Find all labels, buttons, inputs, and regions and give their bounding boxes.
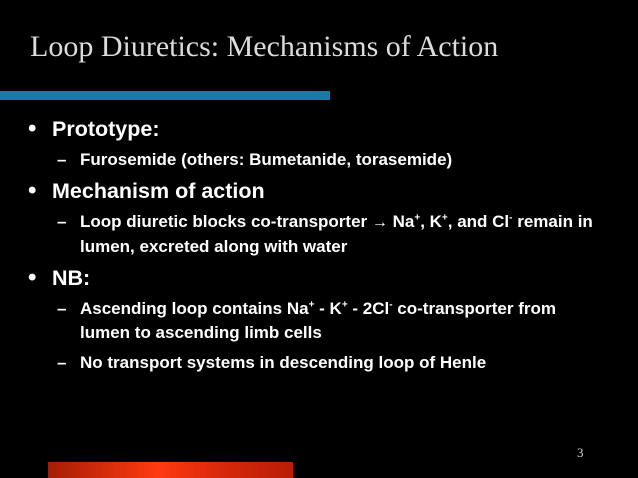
superscript-plus: + xyxy=(341,299,348,311)
footer-accent-bar xyxy=(48,462,293,478)
superscript-plus: + xyxy=(414,212,421,224)
text-part: co-transporter from lumen to ascending limb cells xyxy=(80,299,556,342)
sub-bullet-mechanism-detail xyxy=(0,210,638,259)
superscript-minus: - xyxy=(509,212,513,224)
right-arrow-icon: → xyxy=(371,214,388,231)
page-number: 3 xyxy=(577,445,584,460)
text-part: - K xyxy=(314,299,342,318)
text-part: , K xyxy=(420,212,442,231)
dash-icon: – xyxy=(57,212,67,231)
bullet-label: Mechanism of action xyxy=(52,179,265,203)
bullet-dot-icon: • xyxy=(28,177,37,204)
text-part: , and Cl xyxy=(447,212,510,231)
text-part: Ascending loop contains Na xyxy=(80,299,309,318)
dash-icon: – xyxy=(57,353,67,372)
superscript-plus: + xyxy=(441,212,448,224)
sub-bullet-text: Furosemide (others: Bumetanide, torasemide) xyxy=(80,150,453,169)
text-part: - 2Cl xyxy=(347,299,390,318)
superscript-plus: + xyxy=(308,299,315,311)
slide-title: Loop Diuretics: Mechanisms of Action xyxy=(30,30,499,63)
sub-bullet-text: No transport systems in descending loop of Henle xyxy=(80,353,487,372)
dash-icon: – xyxy=(57,299,67,318)
sub-bullet-furosemide xyxy=(0,148,638,172)
sub-bullet-ascending-loop xyxy=(0,297,638,345)
sub-bullet-descending-loop xyxy=(0,351,638,375)
dash-icon: – xyxy=(57,150,67,169)
bullet-label: NB: xyxy=(52,266,91,290)
bullet-prototype xyxy=(0,116,638,142)
text-part: Loop diuretic blocks co-transporter xyxy=(80,212,372,231)
superscript-minus: - xyxy=(389,299,393,311)
bullet-mechanism xyxy=(0,178,638,204)
text-part: remain in lumen, excreted along with water xyxy=(80,212,593,256)
title-underline-bar xyxy=(0,91,330,100)
bullet-dot-icon: • xyxy=(28,264,37,291)
bullet-dot-icon: • xyxy=(28,115,37,142)
bullet-label: Prototype: xyxy=(52,117,160,141)
bullet-nb xyxy=(0,265,638,291)
text-part: Na xyxy=(387,212,415,231)
slide-body xyxy=(0,110,638,375)
